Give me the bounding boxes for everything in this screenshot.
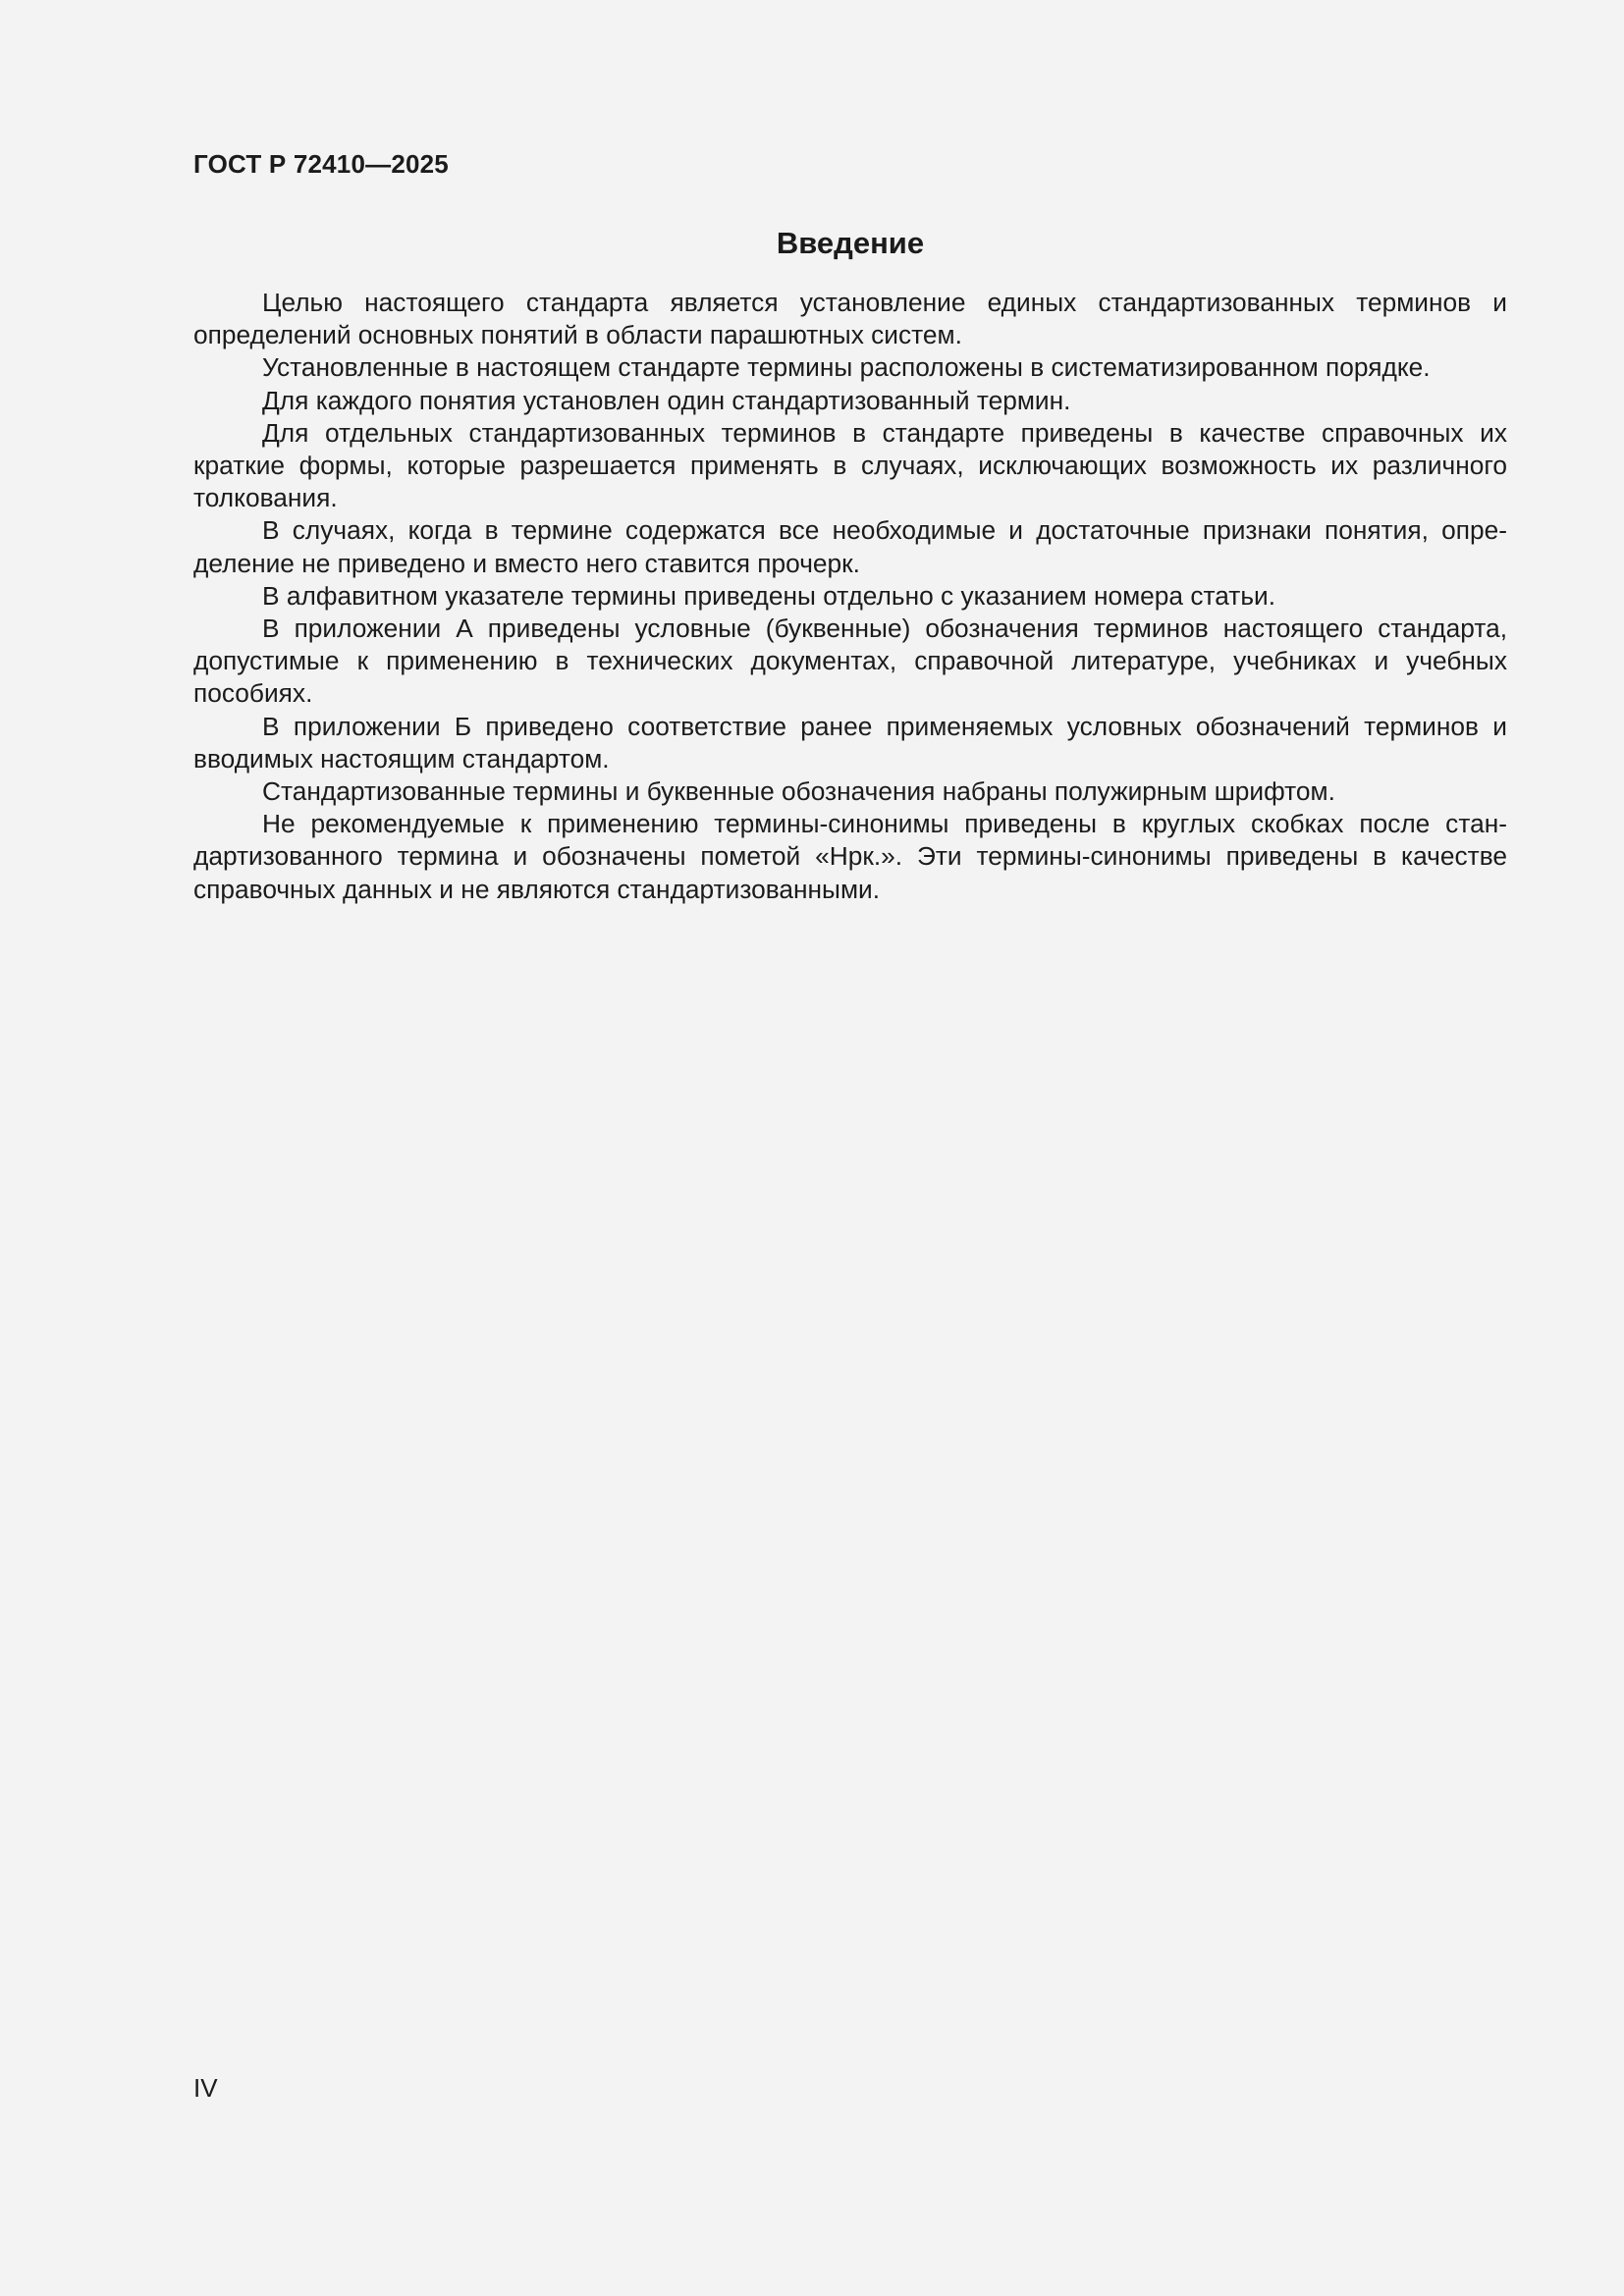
paragraph: Для отдельных стандартизованных терминов в стандарте приведены в качестве справочных их краткие формы, которые разрешается применять в случаях, исключающих возможность их различного толкования. [193, 417, 1507, 513]
paragraph: Стандартизованные термины и буквенные обозначения набраны полужирным шрифтом. [262, 776, 1335, 807]
paragraph: Целью настоящего стандарта является установление единых стандартизованных терминов и определений основных понятий в области парашютных систем. [193, 288, 1507, 350]
section-title: Введение [776, 226, 925, 260]
page-number: IV [193, 2073, 218, 2103]
paragraph: Установленные в настоящем стандарте термины расположены в систематизированном порядке. [262, 352, 1431, 383]
paragraph: В приложении А приведены условные (буквенные) обозначения терминов настоящего стандарта, допустимые к применению в технических документах, справочной литературе, учебниках и учебных пособиях. [193, 614, 1507, 709]
paragraph: В случаях, когда в термине содержатся все необходимые и достаточные признаки понятия, определение не приведено и вместо него ставится прочерк. [193, 515, 1507, 578]
paragraph: Для каждого понятия установлен один стандартизованный термин. [262, 385, 1071, 415]
document-code: ГОСТ Р 72410—2025 [193, 149, 449, 179]
introduction-text [193, 287, 1507, 906]
paragraph: В алфавитном указателе термины приведены отдельно с указанием номера статьи. [262, 580, 1276, 611]
paragraph: Не рекомендуемые к применению термины-синонимы приведены в круглых скобках после стандартизованного термина и обозначены пометой «Нрк.». Эти термины-синонимы приведены в качестве справочных данных и не являются стандартизованными. [193, 809, 1507, 904]
paragraph: В приложении Б приведено соответствие ранее применяемых условных обозначений терминов и вводимых настоящим стандартом. [193, 711, 1507, 774]
